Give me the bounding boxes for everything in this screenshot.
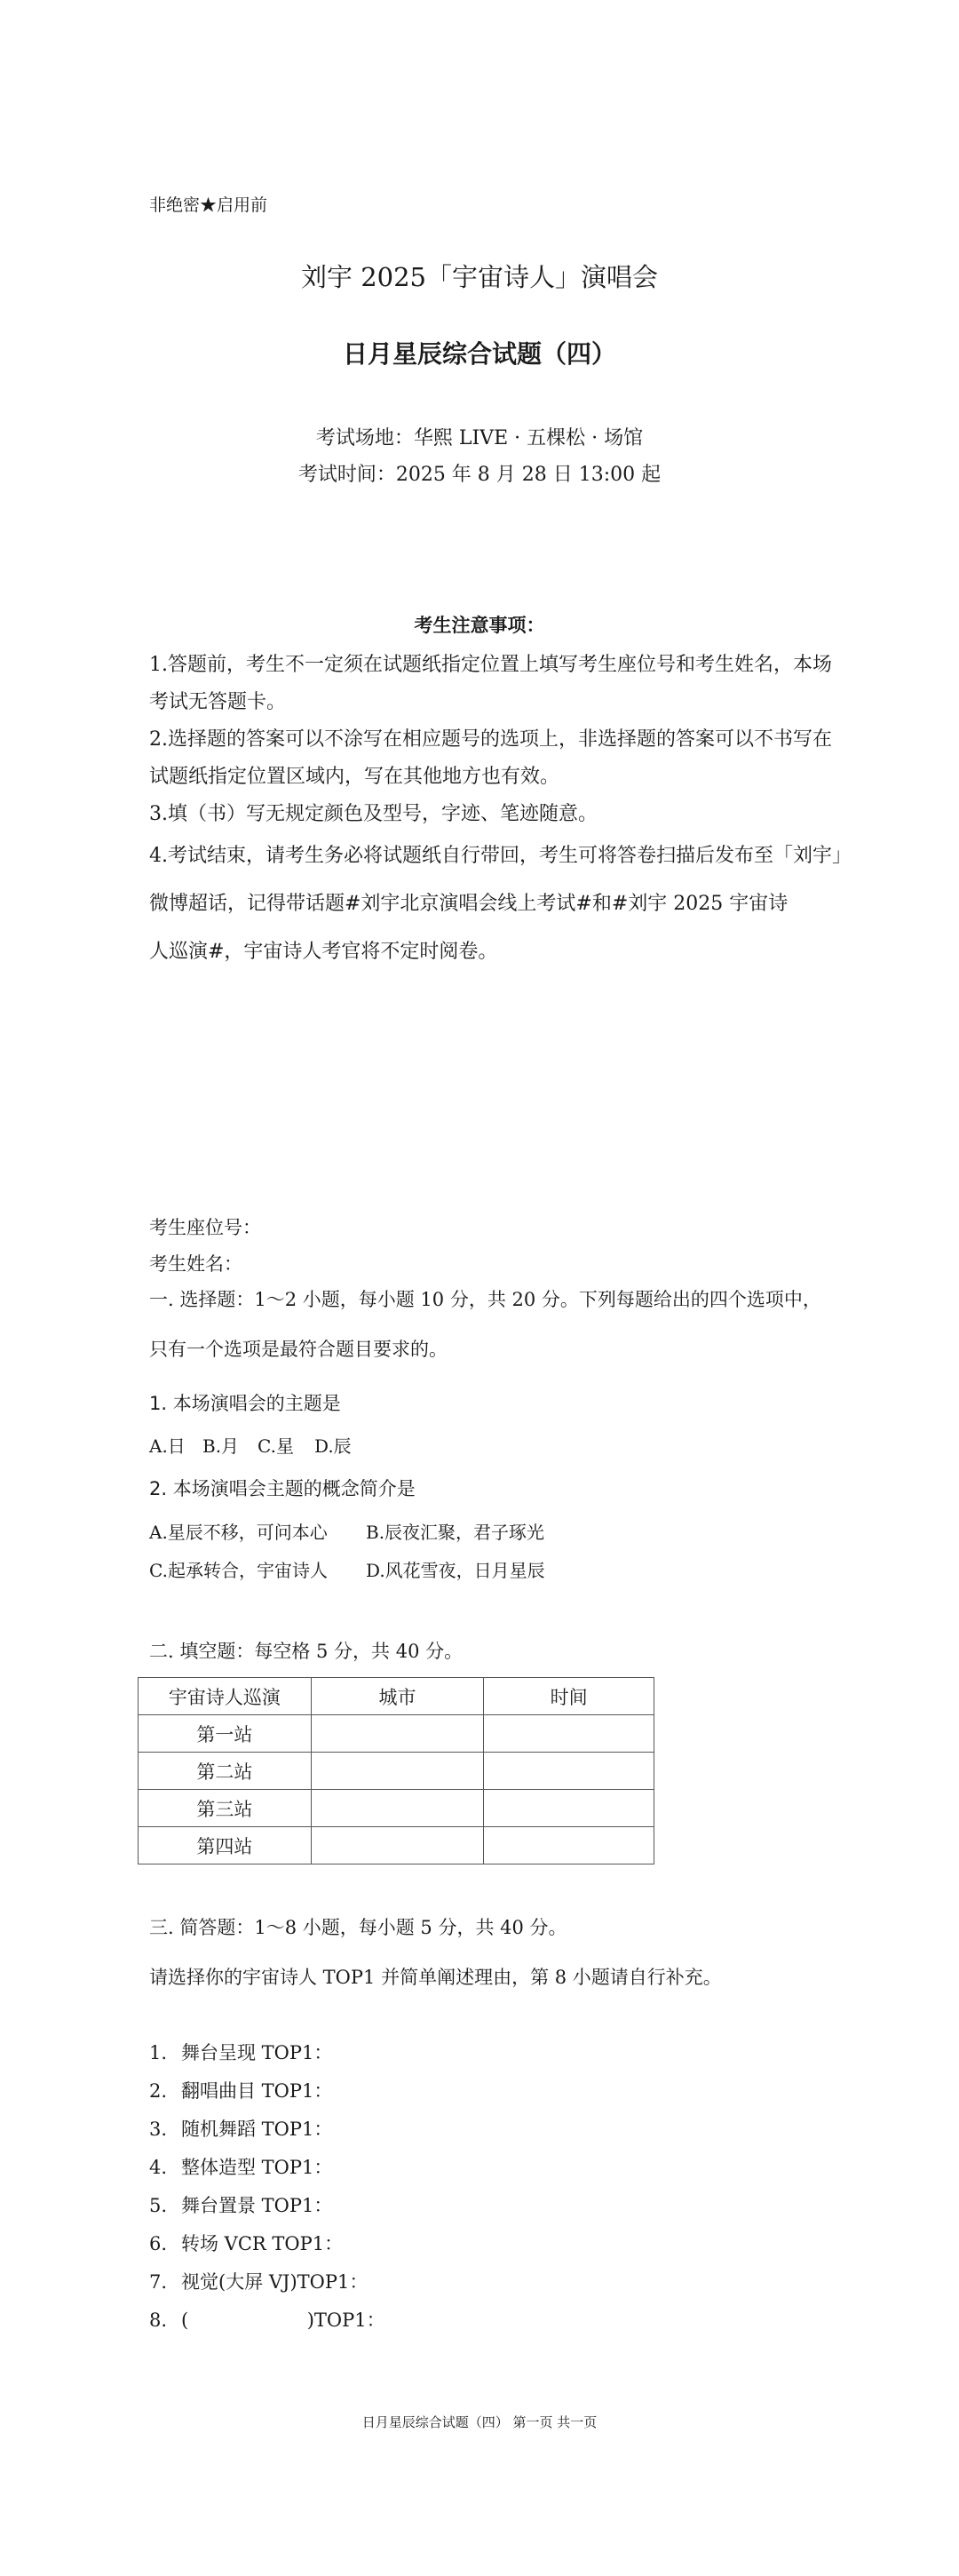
notice-line: 4.考试结束，请考生务必将试题纸自行带回，考生可将答卷扫描后发布至「刘宇」 bbox=[149, 845, 852, 867]
time-cell[interactable] bbox=[484, 1827, 654, 1864]
short-answer-item bbox=[149, 2077, 332, 2103]
short-answer-item bbox=[149, 2268, 368, 2294]
short-answer-item bbox=[149, 2306, 385, 2333]
short-answer-item bbox=[149, 2039, 332, 2065]
short-answer-item bbox=[149, 2153, 332, 2180]
table-row bbox=[139, 1827, 654, 1864]
table-row bbox=[139, 1753, 654, 1790]
stop-label: 第四站 bbox=[139, 1827, 312, 1864]
table-header-row bbox=[139, 1678, 654, 1715]
item-text: 整体造型 TOP1： bbox=[181, 2157, 333, 2178]
item-number: 3. bbox=[149, 2119, 168, 2140]
table-row bbox=[139, 1715, 654, 1753]
q2-option-b: B.辰夜汇聚，君子琢光 bbox=[366, 1522, 545, 1543]
tour-table bbox=[138, 1677, 654, 1864]
q2-option-a: A.星辰不移，可问本心 bbox=[149, 1522, 328, 1543]
exam-title: 刘宇 2025「宇宙诗人」演唱会 bbox=[300, 262, 659, 292]
item-number: 4. bbox=[149, 2157, 168, 2178]
item-text: ( )TOP1： bbox=[181, 2310, 385, 2331]
page-footer: 日月星辰综合试题（四） 第一页 共一页 bbox=[361, 2414, 598, 2430]
short-answer-instruction: 请选择你的宇宙诗人 TOP1 并简单阐述理由，第 8 小题请自行补充。 bbox=[149, 1967, 722, 1988]
exam-venue: 考试场地：华熙 LIVE · 五棵松 · 场馆 bbox=[315, 427, 644, 449]
item-text: 转场 VCR TOP1： bbox=[181, 2233, 344, 2254]
classification-label: 非绝密★启用前 bbox=[149, 195, 268, 215]
short-answer-item bbox=[149, 2115, 332, 2142]
notice-line: 1.答题前，考生不一定须在试题纸指定位置上填写考生座位号和考生姓名，本场 bbox=[149, 654, 832, 676]
notice-line: 3.填（书）写无规定颜色及型号，字迹、笔迹随意。 bbox=[149, 803, 598, 825]
time-cell[interactable] bbox=[484, 1753, 654, 1790]
notice-line: 考试无答题卡。 bbox=[149, 691, 287, 713]
q2-option-d: D.风花雪夜，日月星辰 bbox=[366, 1560, 545, 1581]
candidate-name-field: 考生姓名： bbox=[149, 1253, 242, 1275]
fill-section-heading: 二. 填空题：每空格 5 分，共 40 分。 bbox=[149, 1641, 464, 1662]
item-text: 视觉(大屏 VJ)TOP1： bbox=[181, 2271, 369, 2293]
city-cell[interactable] bbox=[311, 1753, 484, 1790]
column-header-tour: 宇宙诗人巡演 bbox=[139, 1678, 312, 1715]
q1-option-a: A.日 bbox=[149, 1435, 186, 1457]
item-number: 8. bbox=[149, 2310, 168, 2331]
stop-label: 第一站 bbox=[139, 1715, 312, 1753]
question-1-title: 1. 本场演唱会的主题是 bbox=[149, 1393, 341, 1414]
q1-option-d: D.辰 bbox=[314, 1435, 352, 1457]
notice-line: 试题纸指定位置区域内，写在其他地方也有效。 bbox=[149, 766, 560, 788]
time-cell[interactable] bbox=[484, 1715, 654, 1753]
item-text: 舞台呈现 TOP1： bbox=[181, 2042, 333, 2063]
notice-line: 人巡演#，宇宙诗人考官将不定时阅卷。 bbox=[149, 941, 498, 963]
stop-label: 第二站 bbox=[139, 1753, 312, 1790]
notice-line: 微博超话，记得带话题#刘宇北京演唱会线上考试#和#刘宇 2025 宇宙诗 bbox=[149, 893, 789, 915]
notice-line: 2.选择题的答案可以不涂写在相应题号的选项上，非选择题的答案可以不书写在 bbox=[149, 728, 832, 751]
exam-time: 考试时间：2025 年 8 月 28 日 13:00 起 bbox=[297, 464, 662, 486]
notice-title: 考生注意事项： bbox=[414, 615, 545, 636]
item-number: 6. bbox=[149, 2233, 168, 2254]
item-text: 翻唱曲目 TOP1： bbox=[181, 2080, 333, 2102]
table-row bbox=[139, 1790, 654, 1827]
exam-subtitle: 日月星辰综合试题（四） bbox=[342, 339, 616, 369]
column-header-city: 城市 bbox=[311, 1678, 484, 1715]
item-number: 2. bbox=[149, 2080, 168, 2102]
q1-option-c: C.星 bbox=[258, 1435, 294, 1457]
item-number: 7. bbox=[149, 2271, 168, 2293]
item-number: 5. bbox=[149, 2195, 168, 2216]
item-text: 随机舞蹈 TOP1： bbox=[181, 2119, 333, 2140]
city-cell[interactable] bbox=[311, 1827, 484, 1864]
city-cell[interactable] bbox=[311, 1715, 484, 1753]
short-answer-item bbox=[149, 2230, 343, 2256]
short-answer-heading: 三. 简答题：1～8 小题，每小题 5 分，共 40 分。 bbox=[149, 1917, 567, 1938]
item-number: 1. bbox=[149, 2042, 168, 2063]
choice-section-heading-cont: 只有一个选项是最符合题目要求的。 bbox=[149, 1339, 448, 1360]
q1-option-b: B.月 bbox=[202, 1435, 240, 1457]
seat-number-field: 考生座位号： bbox=[149, 1217, 261, 1238]
question-2-title: 2. 本场演唱会主题的概念简介是 bbox=[149, 1478, 416, 1499]
q2-option-c: C.起承转合，宇宙诗人 bbox=[149, 1560, 328, 1581]
choice-section-heading: 一. 选择题：1～2 小题，每小题 10 分，共 20 分。下列每题给出的四个选项中， bbox=[149, 1289, 821, 1310]
time-cell[interactable] bbox=[484, 1790, 654, 1827]
city-cell[interactable] bbox=[311, 1790, 484, 1827]
column-header-time: 时间 bbox=[484, 1678, 654, 1715]
stop-label: 第三站 bbox=[139, 1790, 312, 1827]
item-text: 舞台置景 TOP1： bbox=[181, 2195, 333, 2216]
short-answer-item bbox=[149, 2191, 332, 2218]
